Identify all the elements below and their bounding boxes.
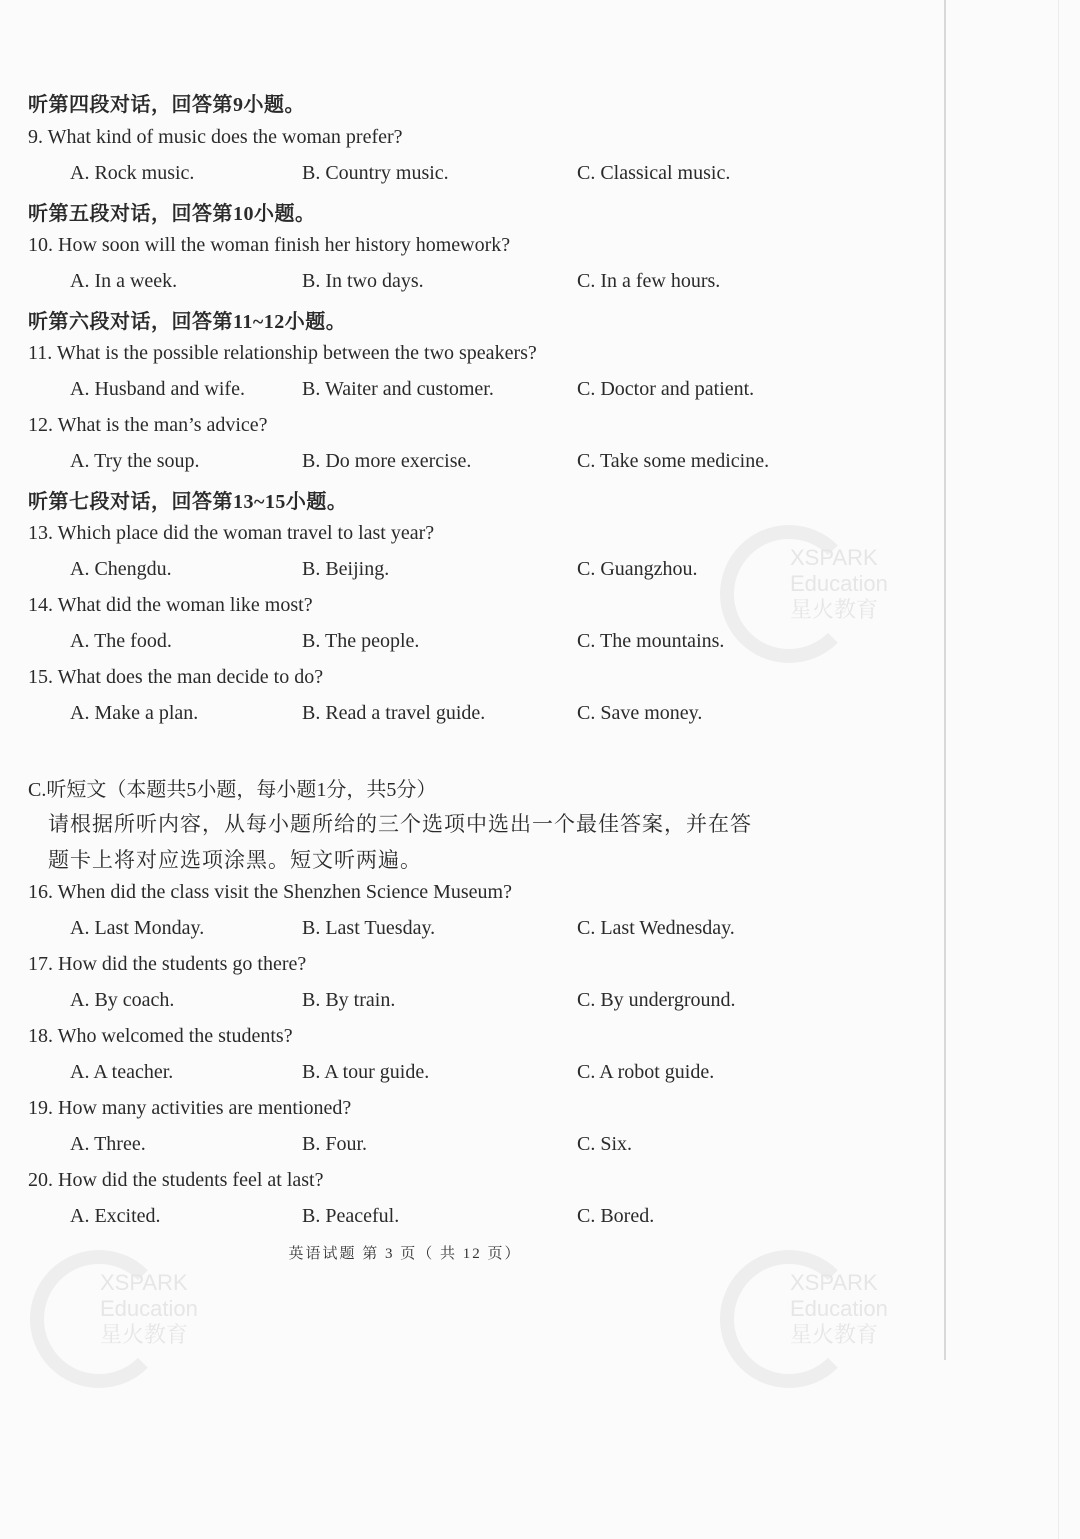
option-a: A. In a week. <box>70 270 178 292</box>
option-a: A. Last Monday. <box>70 917 205 939</box>
watermark-logo: XSPARK Education 星火教育 <box>100 1270 220 1360</box>
option-c: C. In a few hours. <box>577 270 721 292</box>
option-b: B. Country music. <box>302 162 449 184</box>
option-c: C. Six. <box>577 1133 633 1155</box>
option-a: A. Try the soup. <box>70 450 200 472</box>
option-a: A. Chengdu. <box>70 558 172 580</box>
scan-edge <box>1058 0 1059 1539</box>
option-b: B. In two days. <box>302 270 424 292</box>
option-c: C. A robot guide. <box>577 1061 715 1083</box>
part-c-heading: C.听短文（本题共5小题，每小题1分，共5分） <box>28 779 437 801</box>
option-b: B. Do more exercise. <box>302 450 472 472</box>
option-c: C. The mountains. <box>577 630 725 652</box>
option-b: B. Waiter and customer. <box>302 378 494 400</box>
question-10: 10. How soon will the woman finish her history homework? <box>28 234 511 256</box>
option-a: A. Make a plan. <box>70 702 199 724</box>
question-18: 18. Who welcomed the students? <box>28 1025 293 1047</box>
question-9: 9. What kind of music does the woman prefer? <box>28 126 403 148</box>
question-15: 15. What does the man decide to do? <box>28 666 324 688</box>
option-a: A. Rock music. <box>70 162 195 184</box>
option-c: C. Bored. <box>577 1205 655 1227</box>
option-a: A. Three. <box>70 1133 146 1155</box>
option-b: B. A tour guide. <box>302 1061 430 1083</box>
question-12: 12. What is the man’s advice? <box>28 414 268 436</box>
option-a: A. A teacher. <box>70 1061 174 1083</box>
section-heading: 听第五段对话，回答第10小题。 <box>28 203 316 225</box>
part-c-instruction: 请根据所听内容，从每小题所给的三个选项中选出一个最佳答案，并在答 <box>48 812 752 836</box>
option-b: B. Read a travel guide. <box>302 702 486 724</box>
section-heading: 听第六段对话，回答第11~12小题。 <box>28 311 347 333</box>
option-c: C. Doctor and patient. <box>577 378 755 400</box>
question-16: 16. When did the class visit the Shenzhen Science Museum? <box>28 881 512 903</box>
option-c: C. Take some medicine. <box>577 450 770 472</box>
option-a: A. The food. <box>70 630 172 652</box>
option-c: C. Last Wednesday. <box>577 917 735 939</box>
option-b: B. Last Tuesday. <box>302 917 436 939</box>
section-heading: 听第四段对话，回答第9小题。 <box>28 94 305 116</box>
option-c: C. Classical music. <box>577 162 731 184</box>
section-heading: 听第七段对话，回答第13~15小题。 <box>28 491 348 513</box>
option-c: C. By underground. <box>577 989 736 1011</box>
option-b: B. By train. <box>302 989 396 1011</box>
option-b: B. The people. <box>302 630 420 652</box>
option-a: A. Husband and wife. <box>70 378 245 400</box>
option-c: C. Save money. <box>577 702 703 724</box>
option-a: A. By coach. <box>70 989 175 1011</box>
question-13: 13. Which place did the woman travel to last year? <box>28 522 435 544</box>
question-11: 11. What is the possible relationship between the two speakers? <box>28 342 537 364</box>
question-19: 19. How many activities are mentioned? <box>28 1097 352 1119</box>
option-c: C. Guangzhou. <box>577 558 698 580</box>
question-14: 14. What did the woman like most? <box>28 594 313 616</box>
part-c-instruction: 题卡上将对应选项涂黑。短文听两遍。 <box>48 848 422 872</box>
option-b: B. Beijing. <box>302 558 390 580</box>
option-a: A. Excited. <box>70 1205 161 1227</box>
question-17: 17. How did the students go there? <box>28 953 307 975</box>
option-b: B. Peaceful. <box>302 1205 400 1227</box>
watermark-logo: XSPARK Education 星火教育 <box>790 545 910 635</box>
question-20: 20. How did the students feel at last? <box>28 1169 324 1191</box>
watermark-logo: XSPARK Education 星火教育 <box>790 1270 910 1360</box>
scan-edge <box>944 0 946 1360</box>
page-footer: 英语试题 第 3 页（ 共 12 页） <box>288 1246 522 1262</box>
option-b: B. Four. <box>302 1133 368 1155</box>
